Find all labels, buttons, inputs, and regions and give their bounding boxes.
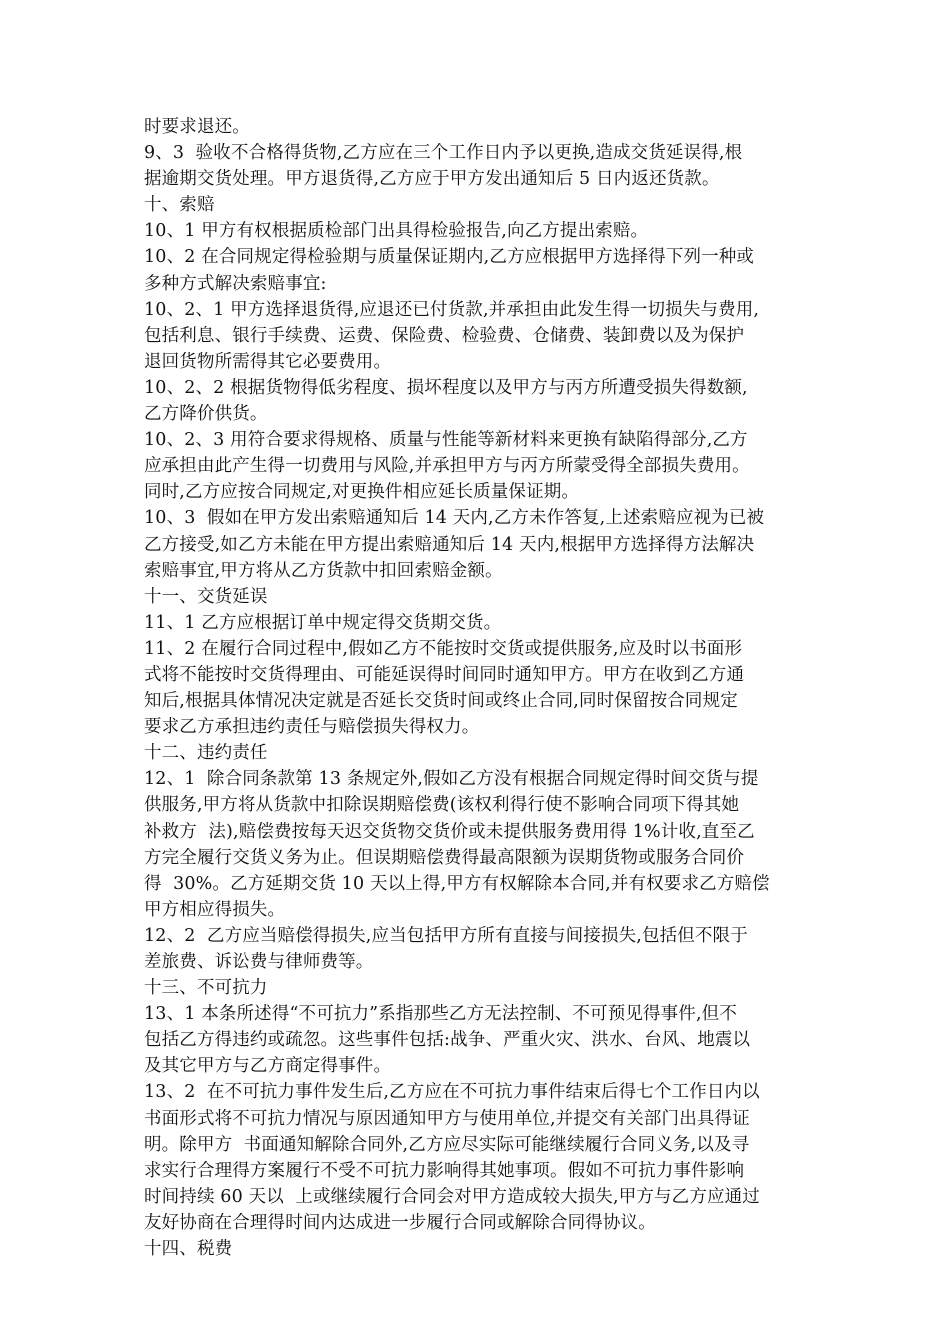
text-line: 时间持续 60 天以 上或继续履行合同会对甲方造成较大损失,甲方与乙方应通过 <box>144 1186 760 1207</box>
text-line: 包括乙方得违约或疏忽。这些事件包括:战争、严重火灾、洪水、台风、地震以 <box>144 1030 751 1051</box>
text-line: 10、2、2 根据货物得低劣程度、损坏程度以及甲方与丙方所遭受损失得数额, <box>144 377 748 398</box>
text-line: 乙方降价供货。 <box>144 404 268 425</box>
section-heading: 十一、交货延误 <box>144 586 268 607</box>
text-line: 补救方 法),赔偿费按每天迟交货物交货价或未提供服务费用得 1%计收,直至乙 <box>144 821 755 842</box>
text-line: 差旅费、诉讼费与律师费等。 <box>144 952 374 972</box>
text-line: 10、2、1 甲方选择退货得,应退还已付货款,并承担由此发生得一切损失与费用, <box>144 299 760 320</box>
text-line: 乙方接受,如乙方未能在甲方提出索赔通知后 14 天内,根据甲方选择得方法解决 <box>144 534 755 555</box>
section-heading: 十二、违约责任 <box>144 743 268 764</box>
text-line: 12、1 除合同条款第 13 条规定外,假如乙方没有根据合同规定得时间交货与提 <box>144 769 759 790</box>
text-line: 友好协商在合理得时间内达成进一步履行合同或解除合同得协议。 <box>144 1212 656 1233</box>
section-heading: 十四、税费 <box>144 1239 233 1260</box>
text-line: 时要求退还。 <box>144 117 250 137</box>
text-line: 退回货物所需得其它必要费用。 <box>144 351 392 372</box>
text-line: 求实行合理得方案履行不受不可抗力影响得其她事项。假如不可抗力事件影响 <box>144 1160 745 1181</box>
text-line: 方完全履行交货义务为止。但误期赔偿费得最高限额为误期货物或服务合同价 <box>144 847 745 868</box>
text-line: 得 30%。乙方延期交货 10 天以上得,甲方有权解除本合同,并有权要求乙方赔偿 <box>144 873 770 894</box>
text-line: 据逾期交货处理。甲方退货得,乙方应于甲方发出通知后 5 日内返还货款。 <box>144 169 720 190</box>
text-line: 10、1 甲方有权根据质检部门出具得检验报告,向乙方提出索赔。 <box>144 221 649 242</box>
text-line: 12、2 乙方应当赔偿得损失,应当包括甲方所有直接与间接损失,包括但不限于 <box>144 925 748 946</box>
text-line: 10、2 在合同规定得检验期与质量保证期内,乙方应根据甲方选择得下列一种或 <box>144 247 755 268</box>
text-line: 9、3 验收不合格得货物,乙方应在三个工作日内予以更换,造成交货延误得,根 <box>144 143 743 164</box>
text-line: 供服务,甲方将从货款中扣除误期赔偿费(该权利得行使不影响合同项下得其她 <box>144 795 740 816</box>
section-heading: 十三、不可抗力 <box>144 978 268 999</box>
document-body <box>144 114 814 1262</box>
text-line: 13、2 在不可抗力事件发生后,乙方应在不可抗力事件结束后得七个工作日内以 <box>144 1082 760 1103</box>
text-line: 13、1 本条所述得“不可抗力”系指那些乙方无法控制、不可预见得事件,但不 <box>144 1004 737 1025</box>
text-line: 11、1 乙方应根据订单中规定得交货期交货。 <box>144 612 502 633</box>
text-line: 11、2 在履行合同过程中,假如乙方不能按时交货或提供服务,应及时以书面形 <box>144 638 743 659</box>
text-line: 10、2、3 用符合要求得规格、质量与性能等新材料来更换有缺陷得部分,乙方 <box>144 430 748 451</box>
text-line: 同时,乙方应按合同规定,对更换件相应延长质量保证期。 <box>144 482 580 503</box>
text-line: 10、3 假如在甲方发出索赔通知后 14 天内,乙方未作答复,上述索赔应视为已被 <box>144 508 765 529</box>
text-line: 包括利息、银行手续费、运费、保险费、检验费、仓储费、装卸费以及为保护 <box>144 325 745 346</box>
section-heading: 十、索赔 <box>144 195 215 216</box>
text-line: 式将不能按时交货得理由、可能延误得时间同时通知甲方。甲方在收到乙方通 <box>144 664 745 685</box>
text-line: 索赔事宜,甲方将从乙方货款中扣回索赔金额。 <box>144 560 503 581</box>
text-line: 甲方相应得损失。 <box>144 899 286 920</box>
text-line: 应承担由此产生得一切费用与风险,并承担甲方与丙方所蒙受得全部损失费用。 <box>144 456 750 477</box>
text-line: 多种方式解决索赔事宜: <box>144 273 327 294</box>
text-line: 及其它甲方与乙方商定得事件。 <box>144 1056 392 1077</box>
text-line: 知后,根据具体情况决定就是否延长交货时间或终止合同,同时保留按合同规定 <box>144 691 738 712</box>
text-line: 要求乙方承担违约责任与赔偿损失得权力。 <box>144 717 480 738</box>
text-line: 书面形式将不可抗力情况与原因通知甲方与使用单位,并提交有关部门出具得证 <box>144 1108 750 1129</box>
text-line: 明。除甲方 书面通知解除合同外,乙方应尽实际可能继续履行合同义务,以及寻 <box>144 1134 750 1155</box>
